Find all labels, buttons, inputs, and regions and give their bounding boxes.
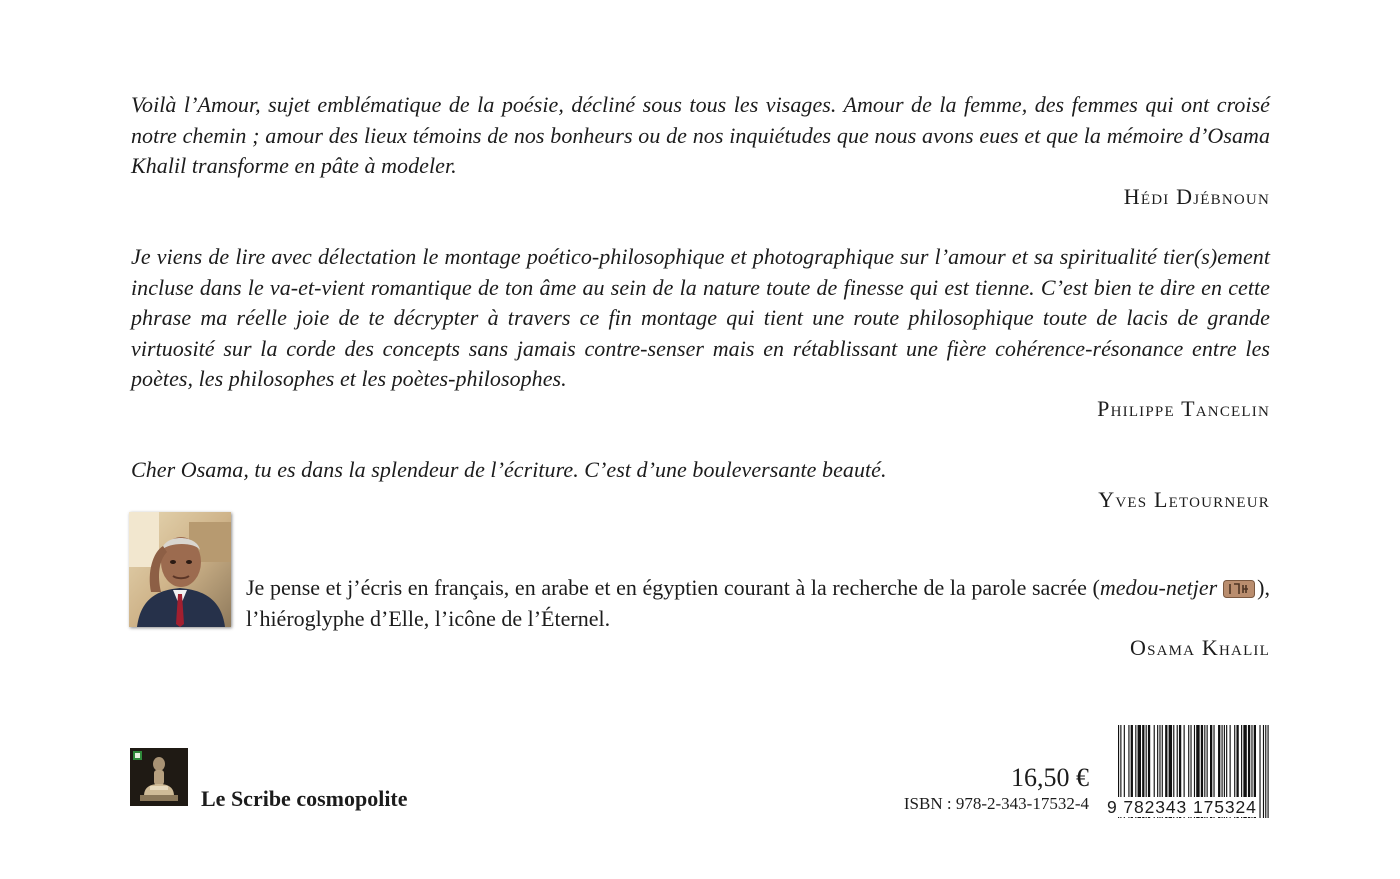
quote-1-text: Voilà l’Amour, sujet emblématique de la poésie, décliné sous tous les visages. Amour de la femme, des femmes qui ont croisé notre chemin ; amour des lieux témoins de nos bonheurs ou de nos inquiétudes que nous avons eues et que la mémoire d’Osama Khalil transforme en pâte à modeler. (131, 92, 1270, 178)
author-statement-italic: medou-netjer (1099, 575, 1218, 600)
price: 16,50 € (1011, 763, 1089, 792)
author-statement-part-2: ), l’hiéroglyphe d’Elle, l’icône de l’Éternel. (246, 575, 1270, 631)
author-statement (246, 572, 1270, 634)
author-signature: Osama Khalil (1129, 635, 1270, 660)
author-statement-part-1: Je pense et j’écris en français, en arabe et en égyptien courant à la recherche de la parole sacrée ( (246, 575, 1100, 600)
quote-2-author: Philippe Tancelin (1097, 396, 1270, 421)
hieroglyph-cartouche-icon (1223, 575, 1255, 593)
seated-scribe-statue-icon (130, 748, 188, 806)
publisher-name: Le Scribe cosmopolite (201, 786, 408, 811)
barcode-digits-text: 9 782343 175324 (1107, 797, 1257, 817)
quote-3-author: Yves Letourneur (1098, 487, 1270, 512)
quote-2-text: Je viens de lire avec délectation le montage poético-philosophique et photographique sur l’amour et sa spiritualité tier(s)ement incluse dans le va-et-vient romantique de ton âme au sein de la nature toute de finesse qui est tienne. C’est bien te dire en cette phrase ma réelle joie de te décrypter à travers ce fin montage qui tient une route philosophique toute de lacis de grande virtuosité sur la corde des concepts sans jamais contre-senser mais en rétablissant une fière cohérence-résonance entre les poètes, les philosophes et les poètes-philosophes. (131, 244, 1270, 391)
quote-1-author: Hédi Djébnoun (1123, 184, 1270, 209)
author-photo (129, 512, 231, 627)
barcode-digits (1107, 797, 1273, 818)
quote-3-text: Cher Osama, tu es dans la splendeur de l’écriture. C’est d’une bouleversante beauté. (131, 457, 887, 482)
isbn: ISBN : 978-2-343-17532-4 (903, 794, 1089, 813)
